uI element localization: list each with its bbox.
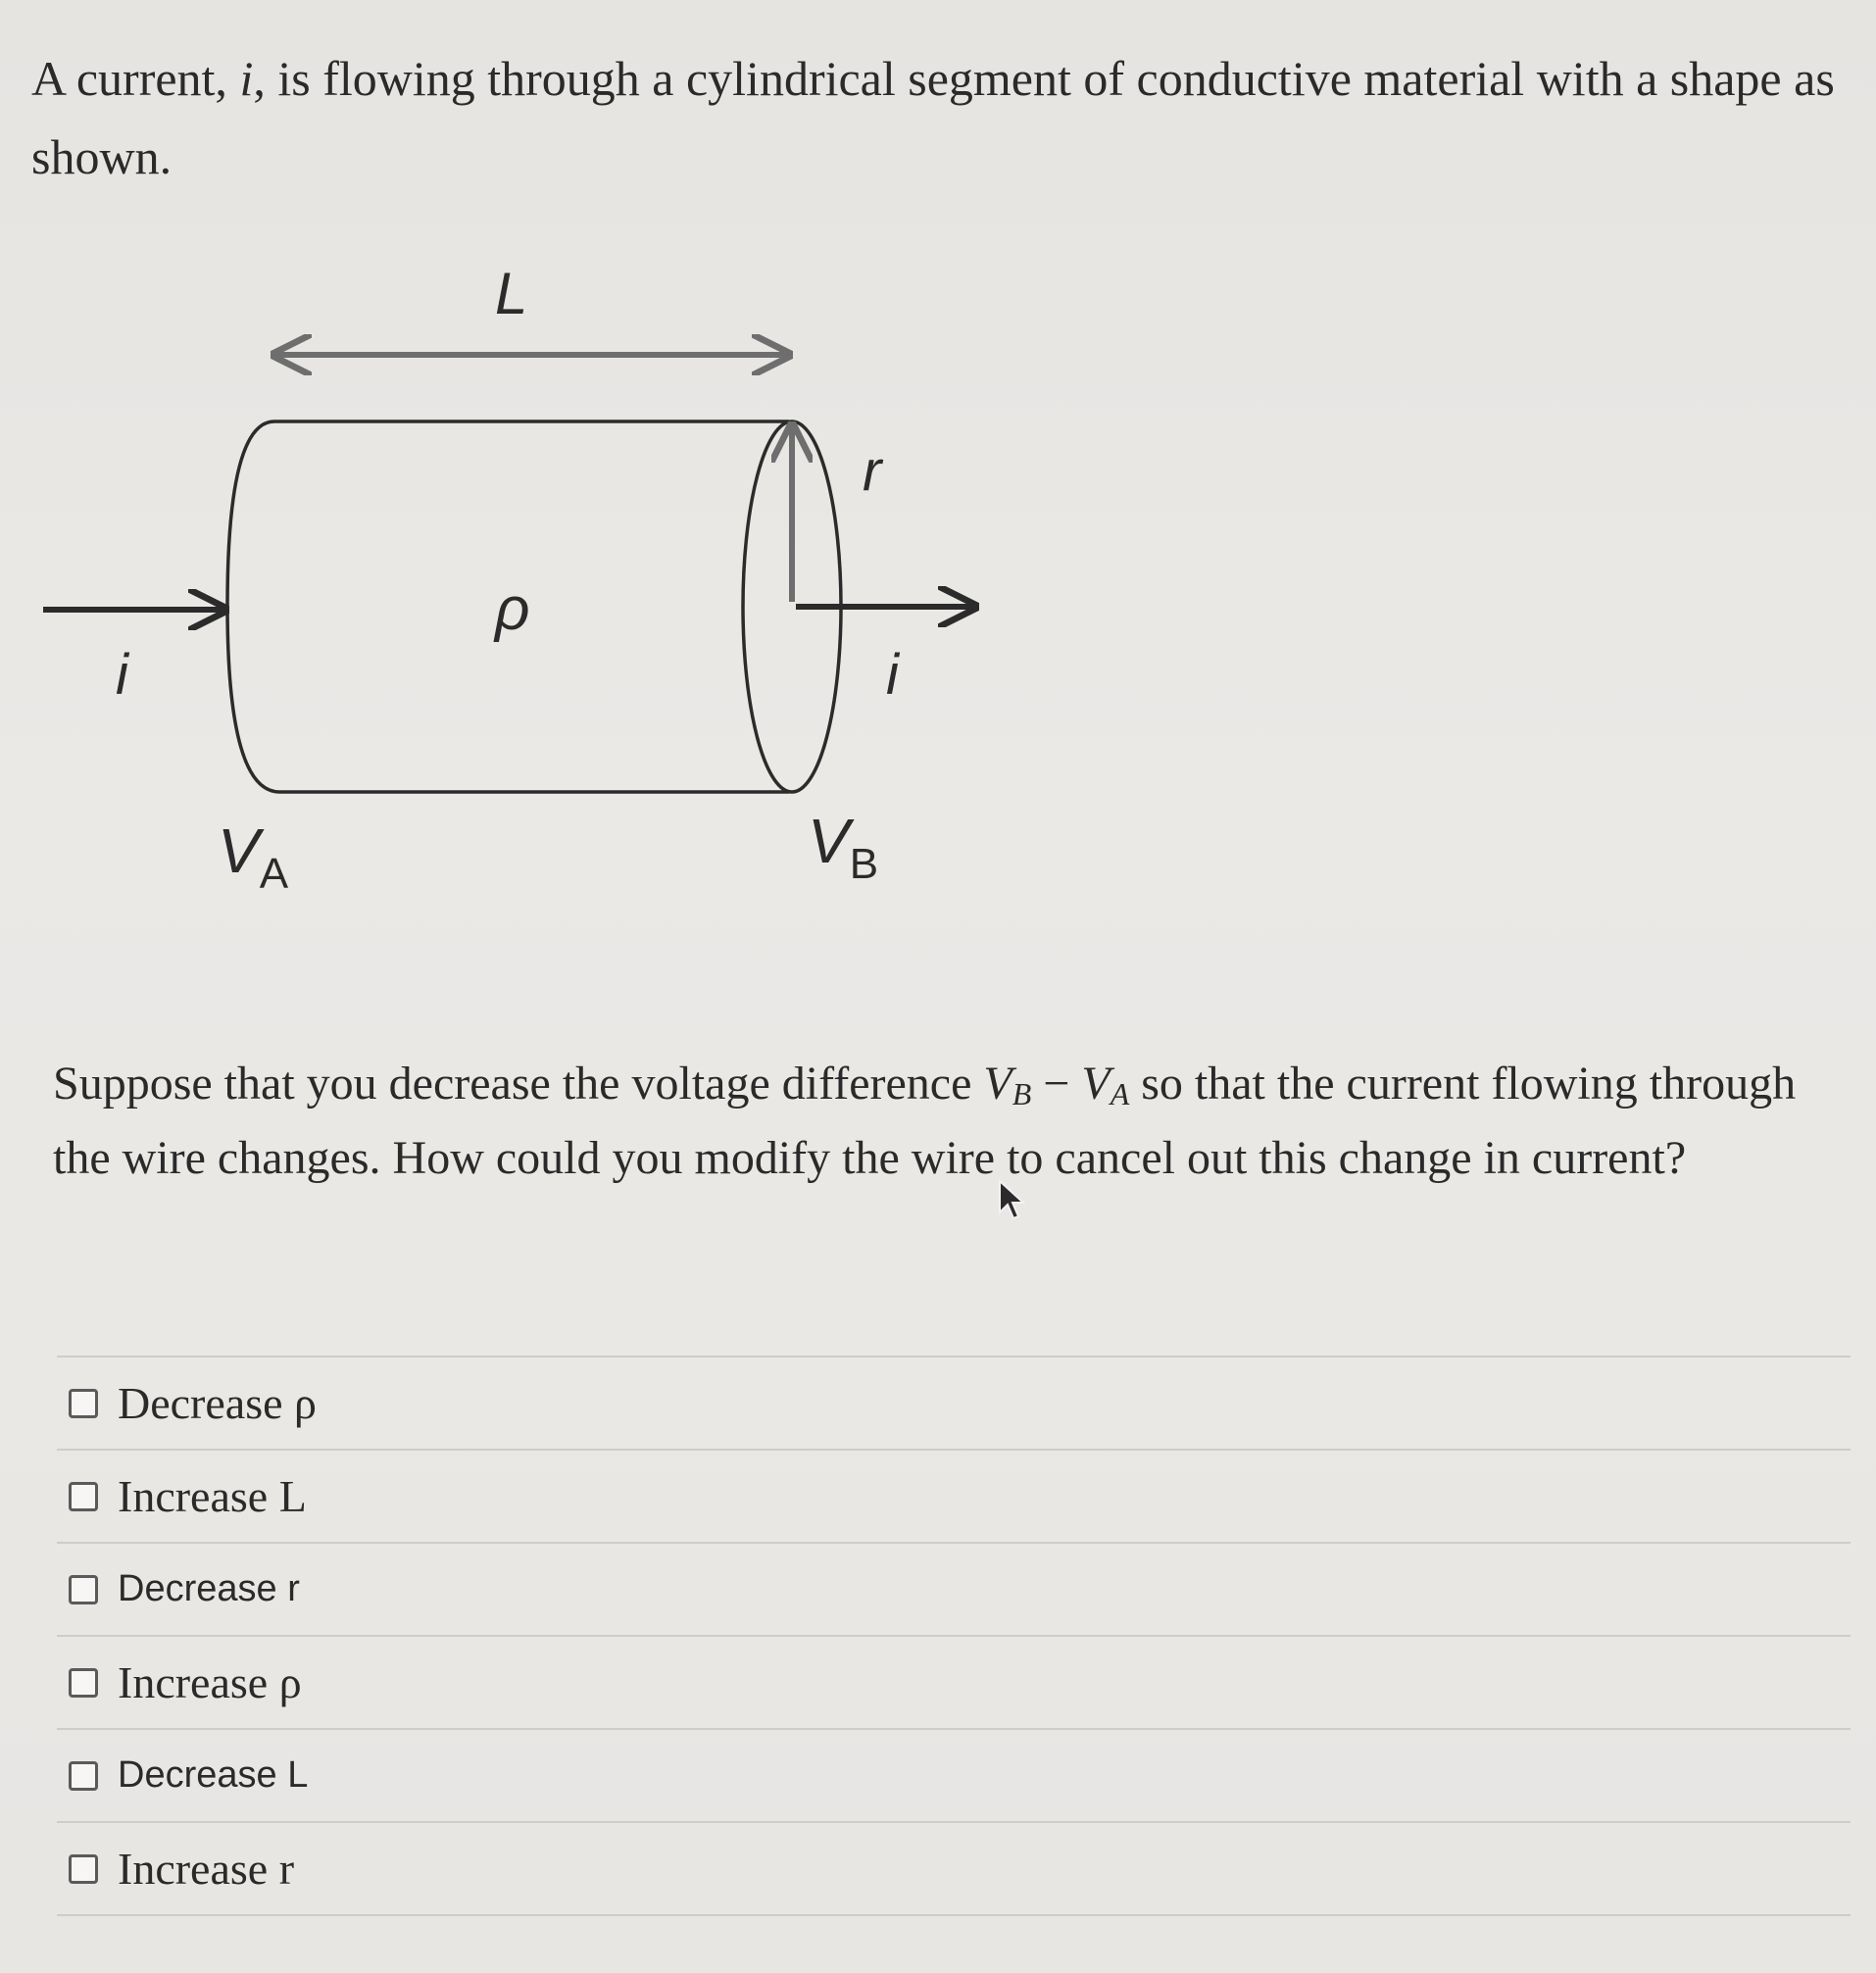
radius-label: r xyxy=(863,439,882,503)
option-label: Decrease ρ xyxy=(118,1378,317,1428)
option-decrease-l[interactable] xyxy=(57,1730,1851,1823)
vb-label-sub: B xyxy=(849,840,879,888)
question-text-before: Suppose that you decrease the voltage difference xyxy=(53,1058,984,1110)
intro-text-before: A current, xyxy=(31,51,240,106)
option-increase-rho[interactable] xyxy=(57,1637,1851,1730)
question-var-vb: V xyxy=(983,1058,1012,1110)
va-label-sub: A xyxy=(259,850,289,898)
checkbox-icon[interactable] xyxy=(69,1575,98,1604)
current-out-label: i xyxy=(886,643,899,707)
question-text-after: so that the current flowing through the wire changes. How could you modify the wire to cancel out this change in current? xyxy=(53,1058,1797,1184)
intro-text xyxy=(31,39,1845,196)
option-decrease-rho[interactable] xyxy=(57,1357,1851,1451)
cylinder-diagram-svg xyxy=(0,225,1078,951)
option-increase-l[interactable] xyxy=(57,1451,1851,1544)
vb-label-main: V xyxy=(808,806,850,876)
length-label: L xyxy=(495,261,528,326)
option-label: Decrease r xyxy=(118,1568,300,1609)
intro-text-after: , is flowing through a cylindrical segment of conductive material with a shape as shown. xyxy=(31,51,1835,184)
intro-var-i: i xyxy=(239,51,254,106)
option-increase-r[interactable] xyxy=(57,1823,1851,1916)
checkbox-icon[interactable] xyxy=(69,1482,98,1511)
question-var-va-sub: A xyxy=(1110,1076,1130,1111)
current-in-label: i xyxy=(116,643,128,707)
question-text xyxy=(53,1047,1837,1196)
vb-label xyxy=(808,806,878,888)
va-label-main: V xyxy=(218,815,260,886)
mouse-pointer-icon xyxy=(998,1179,1027,1222)
checkbox-icon[interactable] xyxy=(69,1668,98,1698)
answer-options xyxy=(57,1356,1851,1916)
option-decrease-r[interactable] xyxy=(57,1544,1851,1637)
option-label: Increase r xyxy=(118,1844,295,1894)
option-label: Increase L xyxy=(118,1471,307,1521)
cylinder-diagram xyxy=(0,225,1078,951)
checkbox-icon[interactable] xyxy=(69,1389,98,1418)
question-var-vb-sub: B xyxy=(1012,1076,1032,1111)
va-label xyxy=(218,815,289,898)
option-label: Increase ρ xyxy=(118,1657,302,1707)
question-var-va: V xyxy=(1081,1058,1111,1110)
question-minus: − xyxy=(1031,1058,1082,1110)
resistivity-label: ρ xyxy=(495,575,530,643)
option-label: Decrease L xyxy=(118,1754,309,1796)
checkbox-icon[interactable] xyxy=(69,1854,98,1884)
checkbox-icon[interactable] xyxy=(69,1761,98,1791)
